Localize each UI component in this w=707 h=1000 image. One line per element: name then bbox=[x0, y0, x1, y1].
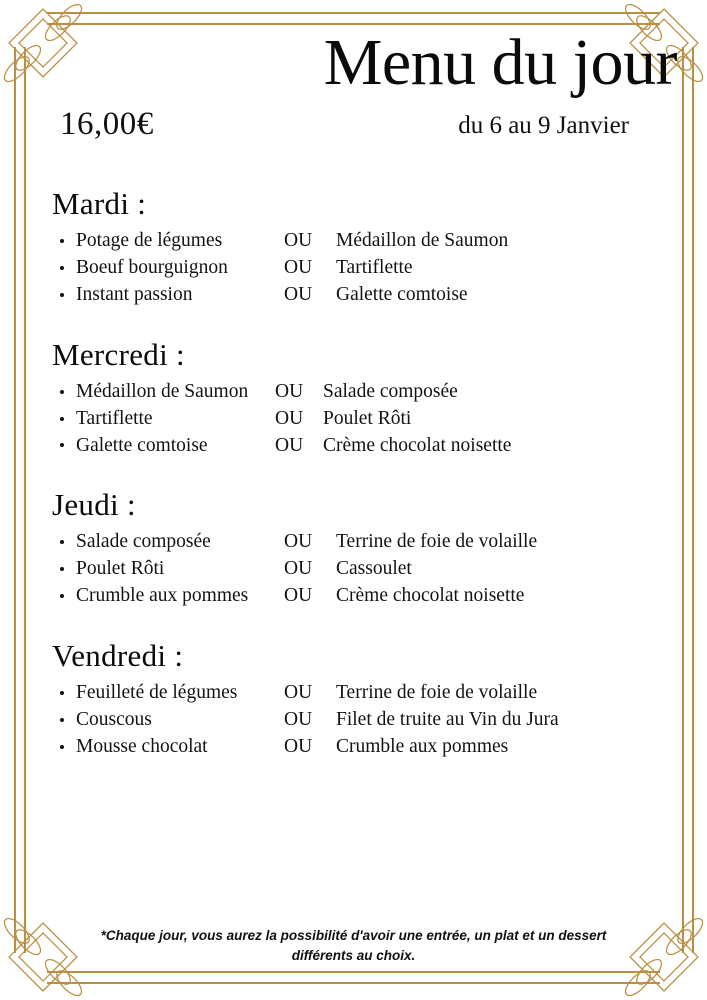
bullet-icon bbox=[60, 718, 64, 722]
dish-option-b: Crème chocolat noisette bbox=[336, 585, 525, 607]
dish-separator: OU bbox=[284, 230, 313, 251]
dish-row bbox=[76, 228, 707, 255]
frame-line-top-inner bbox=[47, 23, 660, 25]
dish-option-b: Cassoulet bbox=[336, 558, 412, 580]
dish-option-b: Terrine de foie de volaille bbox=[336, 682, 538, 704]
day-title: Vendredi : bbox=[52, 638, 184, 674]
dish-row bbox=[76, 734, 707, 761]
dish-option-b: Filet de truite au Vin du Jura bbox=[336, 709, 559, 731]
dish-option-b: Salade composée bbox=[323, 380, 458, 402]
dish-separator: OU bbox=[284, 256, 313, 278]
dish-separator: OU bbox=[284, 735, 313, 757]
day-section-vendredi bbox=[0, 638, 707, 761]
bullet-icon bbox=[60, 443, 64, 447]
dish-option-a: Boeuf bourguignon bbox=[76, 256, 228, 278]
day-title: Mardi : bbox=[52, 186, 147, 221]
bullet-icon bbox=[60, 567, 64, 571]
dish-option-a: Salade composée bbox=[76, 531, 211, 553]
day-section-jeudi bbox=[0, 487, 707, 610]
dish-option-a: Instant passion bbox=[76, 283, 193, 305]
dish-option-a: Feuilleté de légumes bbox=[76, 682, 238, 704]
date-range-label: du 6 au 9 Janvier bbox=[458, 112, 629, 139]
dish-row bbox=[76, 680, 707, 707]
dish-option-a: Médaillon de Saumon bbox=[76, 380, 249, 402]
frame-line-top-outer bbox=[47, 12, 660, 14]
dish-row bbox=[76, 583, 707, 610]
dish-row bbox=[76, 707, 707, 734]
dish-option-a: Tartiflette bbox=[76, 407, 153, 429]
dish-separator: OU bbox=[275, 380, 304, 402]
dish-separator: OU bbox=[284, 682, 313, 704]
dish-separator: OU bbox=[275, 434, 304, 456]
dish-separator: OU bbox=[284, 585, 313, 607]
dish-row bbox=[76, 556, 707, 583]
footnote-text: *Chaque jour, vous aurez la possibilité d'avoir une entrée, un plat et un dessert différents au choix. bbox=[100, 928, 607, 963]
dish-option-a: Potage de légumes bbox=[76, 230, 223, 251]
dish-row bbox=[76, 529, 707, 556]
bullet-icon bbox=[60, 266, 64, 270]
dish-row bbox=[76, 379, 707, 406]
day-section-mercredi bbox=[0, 337, 707, 460]
frame-line-bottom-inner bbox=[47, 971, 660, 973]
dish-row bbox=[76, 433, 707, 460]
dish-separator: OU bbox=[284, 531, 313, 553]
dish-option-a: Poulet Rôti bbox=[76, 558, 165, 580]
dish-row bbox=[76, 406, 707, 433]
dish-option-b: Crumble aux pommes bbox=[336, 735, 509, 757]
day-title: Jeudi : bbox=[52, 487, 136, 523]
dish-list bbox=[0, 529, 707, 610]
bullet-icon bbox=[60, 594, 64, 598]
day-title: Mercredi : bbox=[52, 336, 185, 372]
frame-line-bottom-outer bbox=[47, 982, 660, 984]
bullet-icon bbox=[60, 293, 64, 297]
dish-separator: OU bbox=[284, 283, 313, 305]
dish-option-b: Galette comtoise bbox=[336, 283, 468, 305]
dish-separator: OU bbox=[284, 709, 313, 731]
dish-option-b: Poulet Rôti bbox=[323, 407, 412, 429]
dish-option-a: Mousse chocolat bbox=[76, 735, 208, 757]
dish-option-b: Terrine de foie de volaille bbox=[336, 531, 538, 553]
bullet-icon bbox=[60, 540, 64, 544]
dish-separator: OU bbox=[284, 558, 313, 580]
page-title: Menu du jour bbox=[323, 26, 677, 99]
menu-days-container bbox=[0, 186, 707, 789]
bullet-icon bbox=[60, 691, 64, 695]
dish-option-a: Galette comtoise bbox=[76, 434, 208, 456]
dish-option-b: Médaillon de Saumon bbox=[336, 230, 509, 251]
dish-list bbox=[0, 379, 707, 460]
dish-list bbox=[0, 228, 707, 309]
dish-option-b: Tartiflette bbox=[336, 256, 413, 278]
dish-list bbox=[0, 680, 707, 761]
bullet-icon bbox=[60, 239, 64, 243]
price-label: 16,00€ bbox=[60, 106, 154, 142]
dish-separator: OU bbox=[275, 407, 304, 429]
day-section-mardi bbox=[0, 186, 707, 309]
bullet-icon bbox=[60, 745, 64, 749]
dish-row bbox=[76, 255, 707, 282]
dish-option-a: Couscous bbox=[76, 709, 152, 731]
bullet-icon bbox=[60, 390, 64, 394]
dish-option-a: Crumble aux pommes bbox=[76, 585, 249, 607]
bullet-icon bbox=[60, 417, 64, 421]
dish-row bbox=[76, 282, 707, 309]
dish-option-b: Crème chocolat noisette bbox=[323, 434, 512, 456]
